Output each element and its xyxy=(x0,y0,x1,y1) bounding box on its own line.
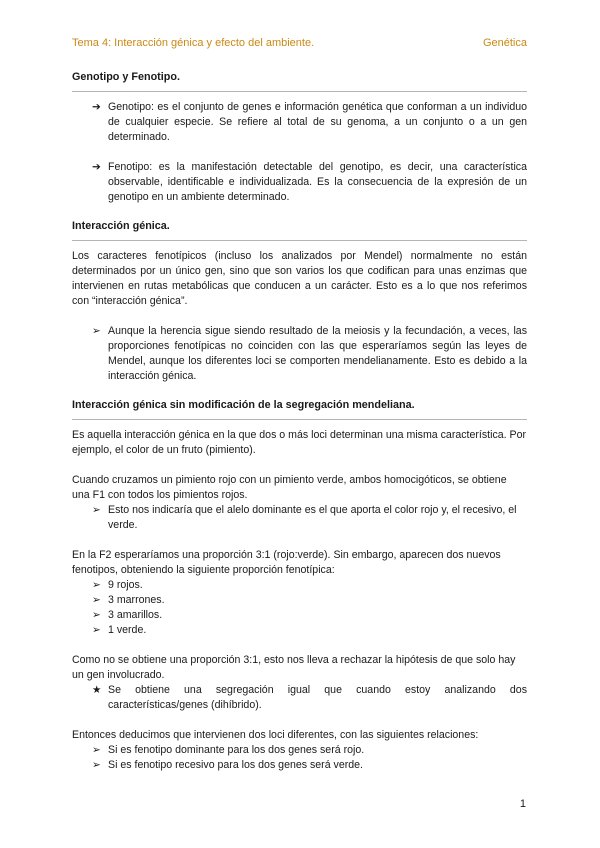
list-item xyxy=(72,608,527,623)
arrowhead-icon: ➢ xyxy=(92,624,101,636)
arrowhead-icon: ➢ xyxy=(92,744,101,756)
arrowhead-icon: ➢ xyxy=(92,504,101,516)
header-topic: Tema 4: Interacción génica y efecto del ambiente. xyxy=(72,37,315,49)
list-item-text: Esto nos indicaría que el alelo dominante es el que aporta el color rojo y, el recesivo, el verde. xyxy=(108,504,517,531)
section-title-interaccion: Interacción génica. xyxy=(72,220,170,232)
header-subject: Genética xyxy=(482,37,527,49)
document-body xyxy=(72,70,527,773)
section-divider xyxy=(72,91,527,92)
list-item xyxy=(72,743,527,758)
arrowhead-icon: ➢ xyxy=(92,594,101,606)
paragraph: En la F2 esperaríamos una proporción 3:1 (rojo:verde). Sin embargo, aparecen dos nuevos fenotipos, obteniendo la siguiente proporción fenotípica: xyxy=(72,549,501,576)
list-item xyxy=(72,324,527,384)
arrow-icon: ➔ xyxy=(92,161,101,173)
list-item xyxy=(72,503,527,533)
arrowhead-icon: ➢ xyxy=(92,759,101,771)
list-item xyxy=(72,758,527,773)
arrow-icon: ➔ xyxy=(92,101,101,113)
list-item xyxy=(72,160,527,205)
list-item-text: Si es fenotipo recesivo para los dos genes será verde. xyxy=(108,759,363,771)
paragraph: Los caracteres fenotípicos (incluso los analizados por Mendel) normalmente no están determinados por un único gen, sino que son varios los que codifican para unas enzimas que intervienen en rutas metabólicas que conducen a un carácter. Esto es a lo que nos referimos con “interacción génica”. xyxy=(72,250,527,307)
list-item-text: Si es fenotipo dominante para los dos genes será rojo. xyxy=(108,744,365,756)
list-item-text: 3 amarillos. xyxy=(108,609,163,621)
paragraph: Es aquella interacción génica en la que dos o más loci determinan una misma característica. Por ejemplo, el color de un fruto (pimiento). xyxy=(72,429,527,456)
section-title-genotipo: Genotipo y Fenotipo. xyxy=(72,71,180,83)
list-item-text: Genotipo: es el conjunto de genes e información genética que conforman a un individuo de cualquier especie. Se refiere al total de su genoma, a un conjunto o a un gen determinado. xyxy=(108,101,527,143)
section-divider xyxy=(72,240,527,241)
section-title-sin-modificacion: Interacción génica sin modificación de la segregación mendeliana. xyxy=(72,399,415,411)
list-item xyxy=(72,623,527,638)
list-item xyxy=(72,578,527,593)
section-divider xyxy=(72,419,527,420)
list-item-text: Aunque la herencia sigue siendo resultado de la meiosis y la fecundación, a veces, las proporciones fenotípicas no coinciden con las que esperaríamos según las leyes de Mendel, aunque los diferentes loci se comporten mendelianamente. Esto es debido a la interacción génica. xyxy=(108,325,527,382)
arrowhead-icon: ➢ xyxy=(92,579,101,591)
star-icon: ★ xyxy=(92,684,102,696)
arrowhead-icon: ➢ xyxy=(92,609,101,621)
list-item-text: 1 verde. xyxy=(108,624,147,636)
paragraph: Cuando cruzamos un pimiento rojo con un pimiento verde, ambos homocigóticos, se obtiene una F1 con todos los pimientos rojos. xyxy=(72,474,507,501)
page-number: 1 xyxy=(519,798,526,810)
paragraph: Entonces deducimos que intervienen dos loci diferentes, con las siguientes relaciones: xyxy=(72,729,479,741)
list-item-text: 9 rojos. xyxy=(108,579,143,591)
list-item xyxy=(72,100,527,145)
paragraph: Como no se obtiene una proporción 3:1, esto nos lleva a rechazar la hipótesis de que solo hay un gen involucrado. xyxy=(72,654,516,681)
list-item-text: 3 marrones. xyxy=(108,594,165,606)
arrowhead-icon: ➢ xyxy=(92,325,101,337)
list-item xyxy=(72,593,527,608)
list-item xyxy=(72,683,527,713)
list-item-text: Fenotipo: es la manifestación detectable del genotipo, es decir, una característica observable, identificable e individualizada. Es la consecuencia de la expresión de un genotipo en un ambiente determinado. xyxy=(108,161,527,203)
list-item-text: Se obtiene una segregación igual que cuando estoy analizando dos características/genes (dihíbrido). xyxy=(108,684,527,711)
